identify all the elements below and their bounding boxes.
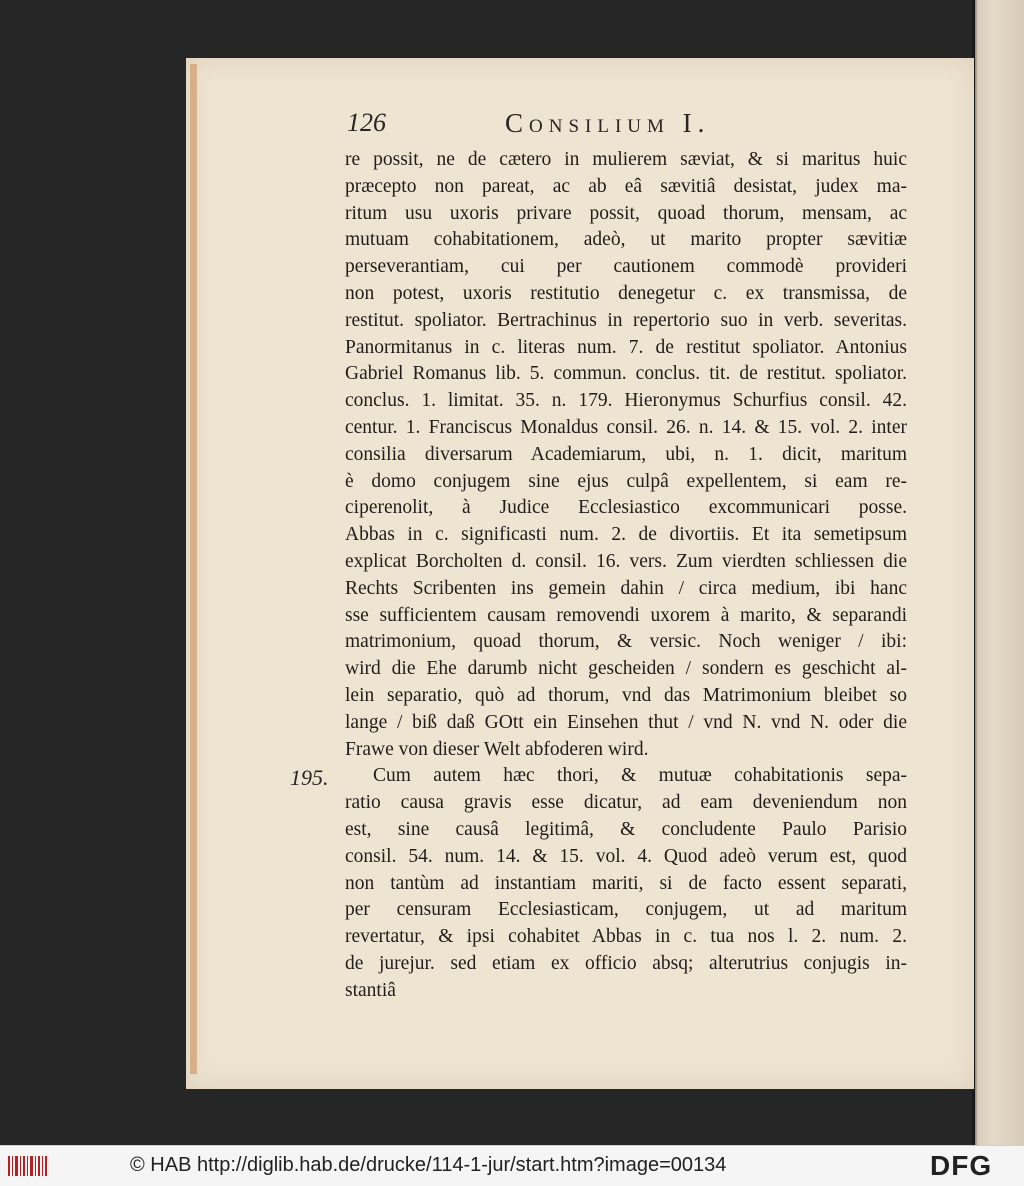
text-line: restitut. spoliator. Bertrachinus in repertorio suo in verb. severitas. [345, 309, 907, 331]
text-line: revertatur, & ipsi cohabitet Abbas in c. tua nos l. 2. num. 2. [345, 926, 907, 948]
text-line: non potest, uxoris restitutio denegetur c. ex transmissa, de [345, 282, 907, 304]
text-line: perseverantiam, cui per cautionem commodè provideri [345, 256, 907, 278]
text-line: lange / biß daß GOtt ein Einsehen thut / vnd N. vnd N. oder die [345, 711, 907, 733]
text-line: consil. 54. num. 14. & 15. vol. 4. Quod adeò verum est, quod [345, 845, 907, 867]
body-text [345, 147, 907, 1005]
text-line: per censuram Ecclesiasticam, conjugem, ut ad maritum [345, 899, 907, 921]
text-line: Rechts Scribenten ins gemein dahin / circa medium, ibi hanc [345, 577, 907, 599]
running-title: Consilium I. [505, 108, 711, 138]
text-line: ratio causa gravis esse dicatur, ad eam deveniendum non [345, 792, 907, 814]
text-line: centur. 1. Franciscus Monaldus consil. 26. n. 14. & 15. vol. 2. inter [345, 416, 907, 438]
text-line: conclus. 1. limitat. 35. n. 179. Hieronymus Schurfius consil. 42. [345, 390, 907, 412]
footer-bar [0, 1145, 1024, 1186]
text-line: ciperenolit, à Judice Ecclesiastico excommunicari posse. [345, 497, 907, 519]
text-line: stantiâ [345, 979, 396, 1001]
text-line: non tantùm ad instantiam mariti, si de facto essent separati, [345, 872, 907, 894]
text-line: matrimonium, quoad thorum, & versic. Noch weniger / ibi: [345, 631, 907, 653]
text-line: Gabriel Romanus lib. 5. commun. conclus. tit. de restitut. spoliator. [345, 363, 907, 385]
dfg-logo: DFG [930, 1150, 993, 1181]
text-line: re possit, ne de cætero in mulierem sæviat, & si maritus huic [345, 149, 907, 170]
adjacent-page-edge [972, 0, 1024, 1145]
page-number: 126 [347, 108, 386, 137]
text-line: de jurejur. sed etiam ex officio absq; alterutrius conjugis in- [345, 952, 907, 974]
barcode-logo-icon [6, 1153, 48, 1179]
text-line: lein separatio, quò ad thorum, vnd das Matrimonium bleibet so [345, 684, 907, 706]
text-line: Abbas in c. significasti num. 2. de divortiis. Et ita semetipsum [345, 524, 907, 546]
margin-number: 195. [290, 765, 329, 790]
text-line: consilia diversarum Academiarum, ubi, n. 1. dicit, maritum [345, 443, 907, 465]
text-line: wird die Ehe darumb nicht gescheiden / sondern es geschicht al- [345, 658, 907, 680]
text-line: Frawe von dieser Welt abfoderen wird. [345, 738, 649, 760]
page-edge-stain [190, 64, 197, 1074]
running-head [347, 104, 807, 144]
text-line: est, sine causâ legitimâ, & concludente Paulo Parisio [345, 818, 907, 840]
text-line: mutuam cohabitationem, adeò, ut marito propter sævitiæ [345, 229, 907, 251]
text-line: Panormitanus in c. literas num. 7. de restitut spoliator. Antonius [345, 336, 907, 358]
text-line: præcepto non pareat, ac ab eâ sævitiâ desistat, judex ma- [345, 175, 907, 197]
copyright-link[interactable]: © HAB http://diglib.hab.de/drucke/114-1-jur/start.htm?image=00134 [130, 1154, 727, 1176]
text-line: sse sufficientem causam removendi uxorem à marito, & separandi [345, 604, 907, 626]
text-line: explicat Borcholten d. consil. 16. vers. Zum vierdten schliessen die [345, 550, 907, 572]
text-line: è domo conjugem sine ejus culpâ expellentem, si eam re- [345, 470, 907, 492]
text-line: ritum usu uxoris privare possit, quoad thorum, mensam, ac [345, 202, 907, 224]
text-line: Cum autem hæc thori, & mutuæ cohabitationis sepa- [373, 765, 907, 787]
